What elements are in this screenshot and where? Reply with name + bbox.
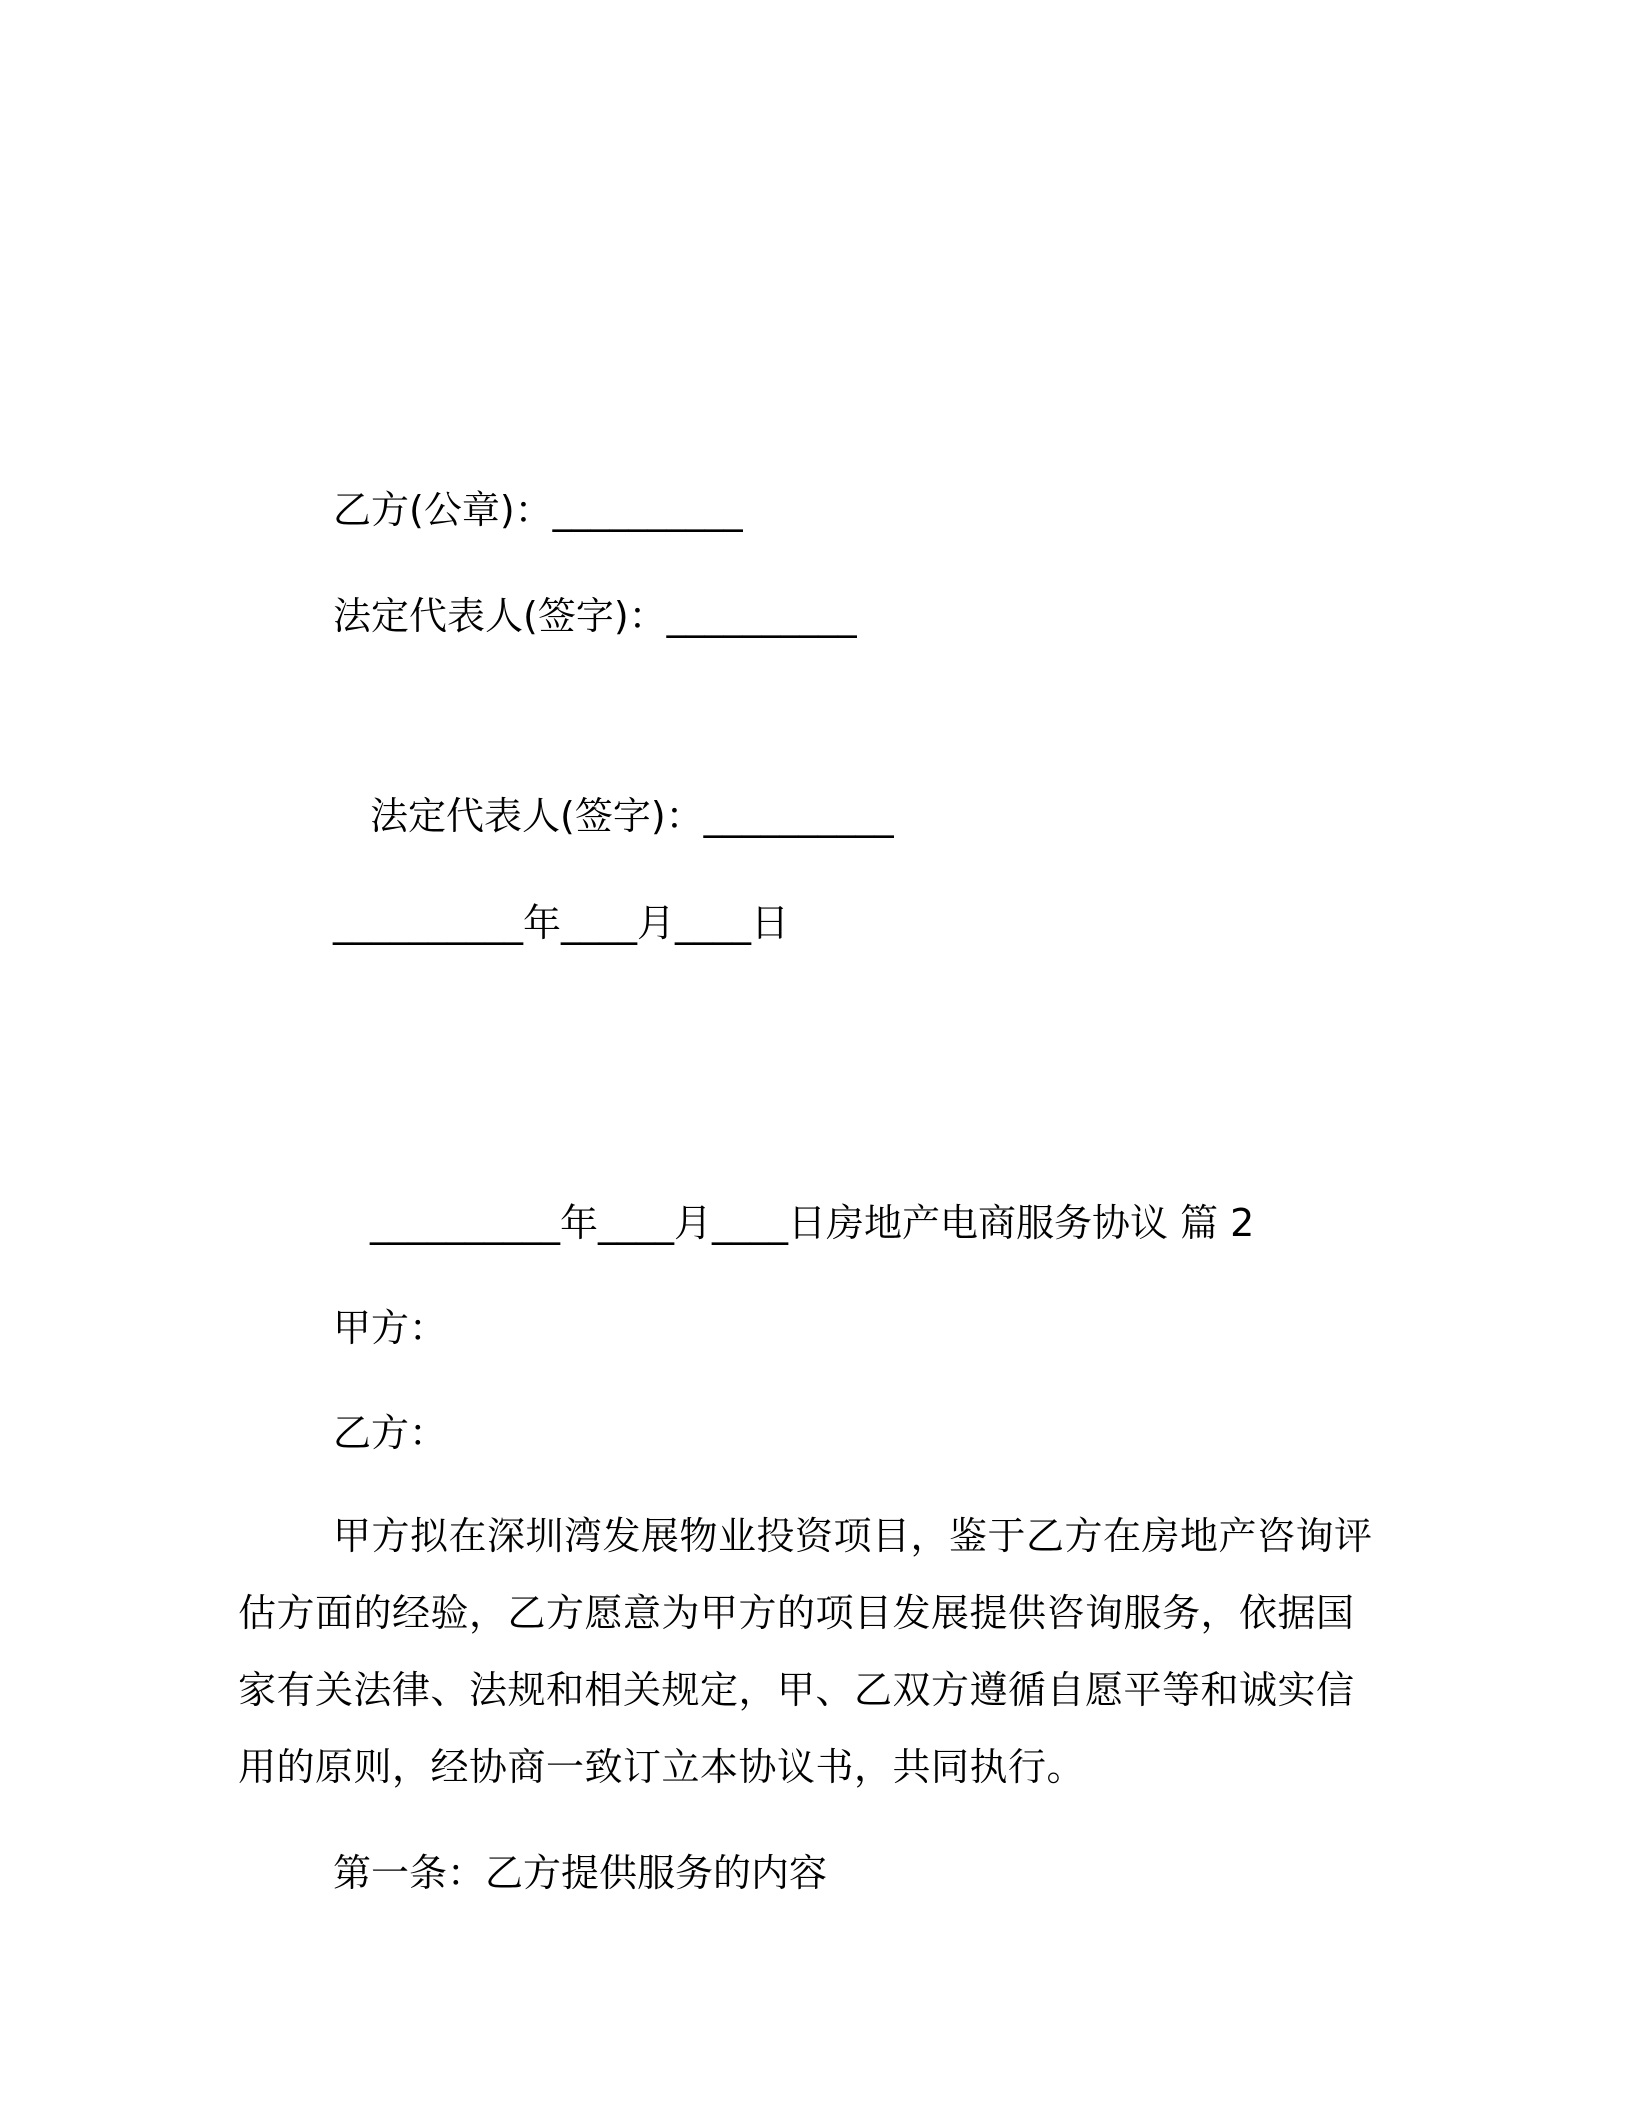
article-1-heading: 第一条：乙方提供服务的内容 [333,1851,828,1895]
agreement-title: __________年____月____日房地产电商服务协议 篇 2 [370,1201,1255,1245]
legal-rep-signature-line: 法定代表人(签字)：__________ [333,594,857,638]
party-b-seal-line: 乙方(公章)：__________ [333,488,743,532]
preamble-paragraph: 甲方拟在深圳湾发展物业投资项目，鉴于乙方在房地产咨询评估方面的经验，乙方愿意为甲方的项目发展提供咨询服务，依据国家有关法律、法规和相关规定，甲、乙双方遵循自愿平等和诚实信用的原则，经协商一致订立本协议书，共同执行。 [238,1514,1373,1789]
date-line: __________年____月____日 [333,901,790,945]
party-b-label: 乙方： [333,1411,448,1455]
party-a-label: 甲方： [333,1306,448,1350]
legal-rep-signature-line-2: 法定代表人(签字)：__________ [370,794,894,838]
